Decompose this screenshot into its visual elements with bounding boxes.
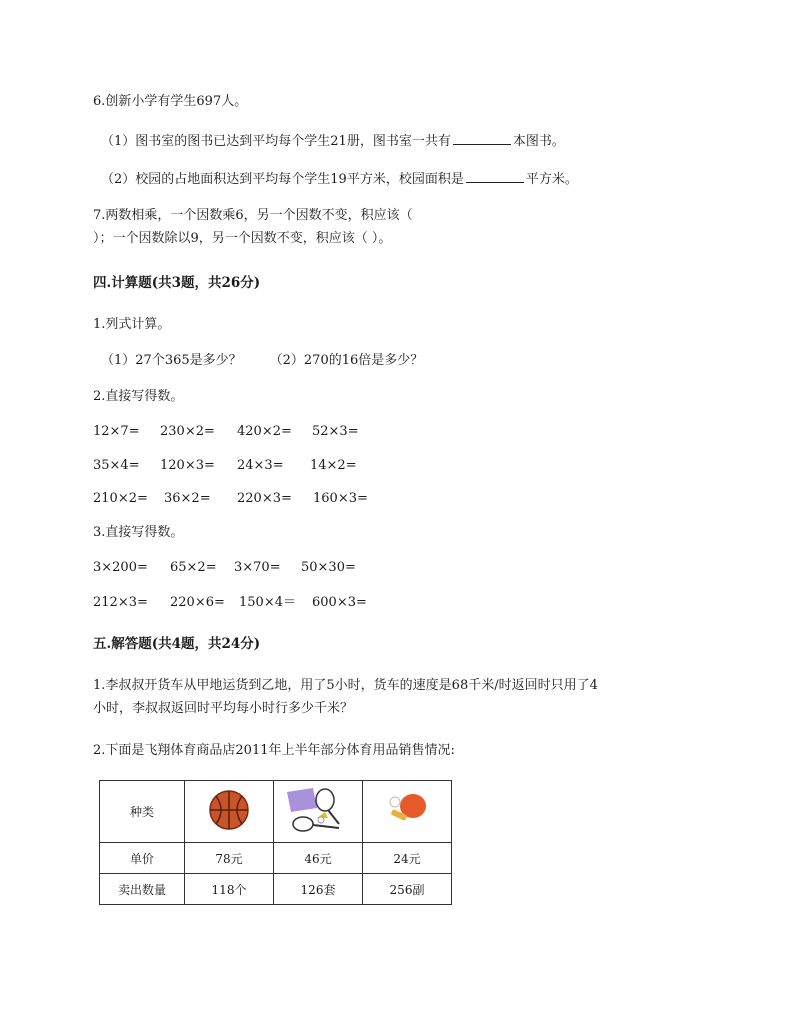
q6-part2 xyxy=(101,170,578,189)
price-cell: 24元 xyxy=(363,843,452,874)
q7-line1: 7.两数相乘，一个因数乘6，另一个因数不变，积应该（ xyxy=(93,208,413,223)
math-item: 12×7= xyxy=(93,424,140,439)
row-header-category: 种类 xyxy=(100,781,185,843)
math-item: 24×3= xyxy=(237,458,284,473)
calc-q2-title: 2.直接写得数。 xyxy=(93,389,184,404)
table-cell xyxy=(363,781,452,843)
math-item: 120×3= xyxy=(160,458,215,473)
answer-blank xyxy=(453,132,511,145)
calc-q3-row xyxy=(93,594,493,612)
row-header-price: 单价 xyxy=(100,843,185,874)
math-item: 600×3= xyxy=(312,595,367,610)
sold-cell: 126套 xyxy=(274,874,363,905)
price-cell: 78元 xyxy=(185,843,274,874)
q7-line2: ）；一个因数除以9，另一个因数不变，积应该（ ）。 xyxy=(93,231,392,246)
math-item: 52×3= xyxy=(312,424,359,439)
q6-part1 xyxy=(101,132,565,151)
math-item: 36×2= xyxy=(164,491,211,506)
calc-q1-part2: （2）270的16倍是多少？ xyxy=(269,353,424,368)
calc-q3-row xyxy=(93,559,493,577)
solve-q1-line1: 1.李叔叔开货车从甲地运货到乙地，用了5小时，货车的速度是68千米/时返回时只用了4 xyxy=(93,678,598,693)
math-item: 420×2= xyxy=(237,424,292,439)
math-item: 3×70= xyxy=(234,560,281,575)
calc-q2-row xyxy=(93,490,493,508)
sales-table xyxy=(99,780,452,905)
math-item: 35×4= xyxy=(93,458,140,473)
section4-heading: 四.计算题(共3题，共26分) xyxy=(93,275,261,291)
math-item: 220×6= xyxy=(170,595,225,610)
math-item: 212×3= xyxy=(93,595,148,610)
calc-q3-title: 3.直接写得数。 xyxy=(93,525,184,540)
solve-q2-title: 2.下面是飞翔体育商品店2011年上半年部分体育用品销售情况: xyxy=(93,743,455,758)
q6-title: 6.创新小学有学生697人。 xyxy=(93,94,248,109)
math-item: 50×30= xyxy=(301,560,356,575)
calc-q2-row xyxy=(93,423,493,441)
q6-part1-text: （1）图书室的图书已达到平均每个学生21册，图书室一共有 xyxy=(101,134,451,149)
answer-blank xyxy=(466,170,524,183)
sold-cell: 118个 xyxy=(185,874,274,905)
solve-q1-line2: 小时，李叔叔返回时平均每小时行多少千米？ xyxy=(93,701,354,716)
table-row xyxy=(100,781,452,843)
price-cell: 46元 xyxy=(274,843,363,874)
ping-pong-paddle-icon xyxy=(383,790,431,830)
section5-heading: 五.解答题(共4题，共24分) xyxy=(93,636,261,652)
sold-cell: 256副 xyxy=(363,874,452,905)
q6-part1-suffix: 本图书。 xyxy=(512,134,565,149)
table-row xyxy=(100,843,452,874)
badminton-racket-icon xyxy=(283,782,353,838)
q6-part2-text: （2）校园的占地面积达到平均每个学生19平方米，校园面积是 xyxy=(101,172,464,187)
math-item: 230×2= xyxy=(160,424,215,439)
calc-q2-row xyxy=(93,457,493,475)
math-item: 14×2= xyxy=(310,458,357,473)
table-cell xyxy=(274,781,363,843)
calc-q1-part1: （1）27个365是多少？ xyxy=(101,353,242,368)
math-item: 3×200= xyxy=(93,560,148,575)
math-item: 65×2= xyxy=(170,560,217,575)
q6-part2-suffix: 平方米。 xyxy=(525,172,578,187)
calc-q1-parts xyxy=(101,352,423,370)
math-item: 220×3= xyxy=(237,491,292,506)
math-item: 160×3= xyxy=(313,491,368,506)
math-item: 150×4＝ xyxy=(239,595,296,610)
table-cell xyxy=(185,781,274,843)
table-row xyxy=(100,874,452,905)
math-item: 210×2= xyxy=(93,491,148,506)
basketball-icon xyxy=(206,787,252,833)
calc-q1-title: 1.列式计算。 xyxy=(93,317,171,332)
row-header-sold: 卖出数量 xyxy=(100,874,185,905)
